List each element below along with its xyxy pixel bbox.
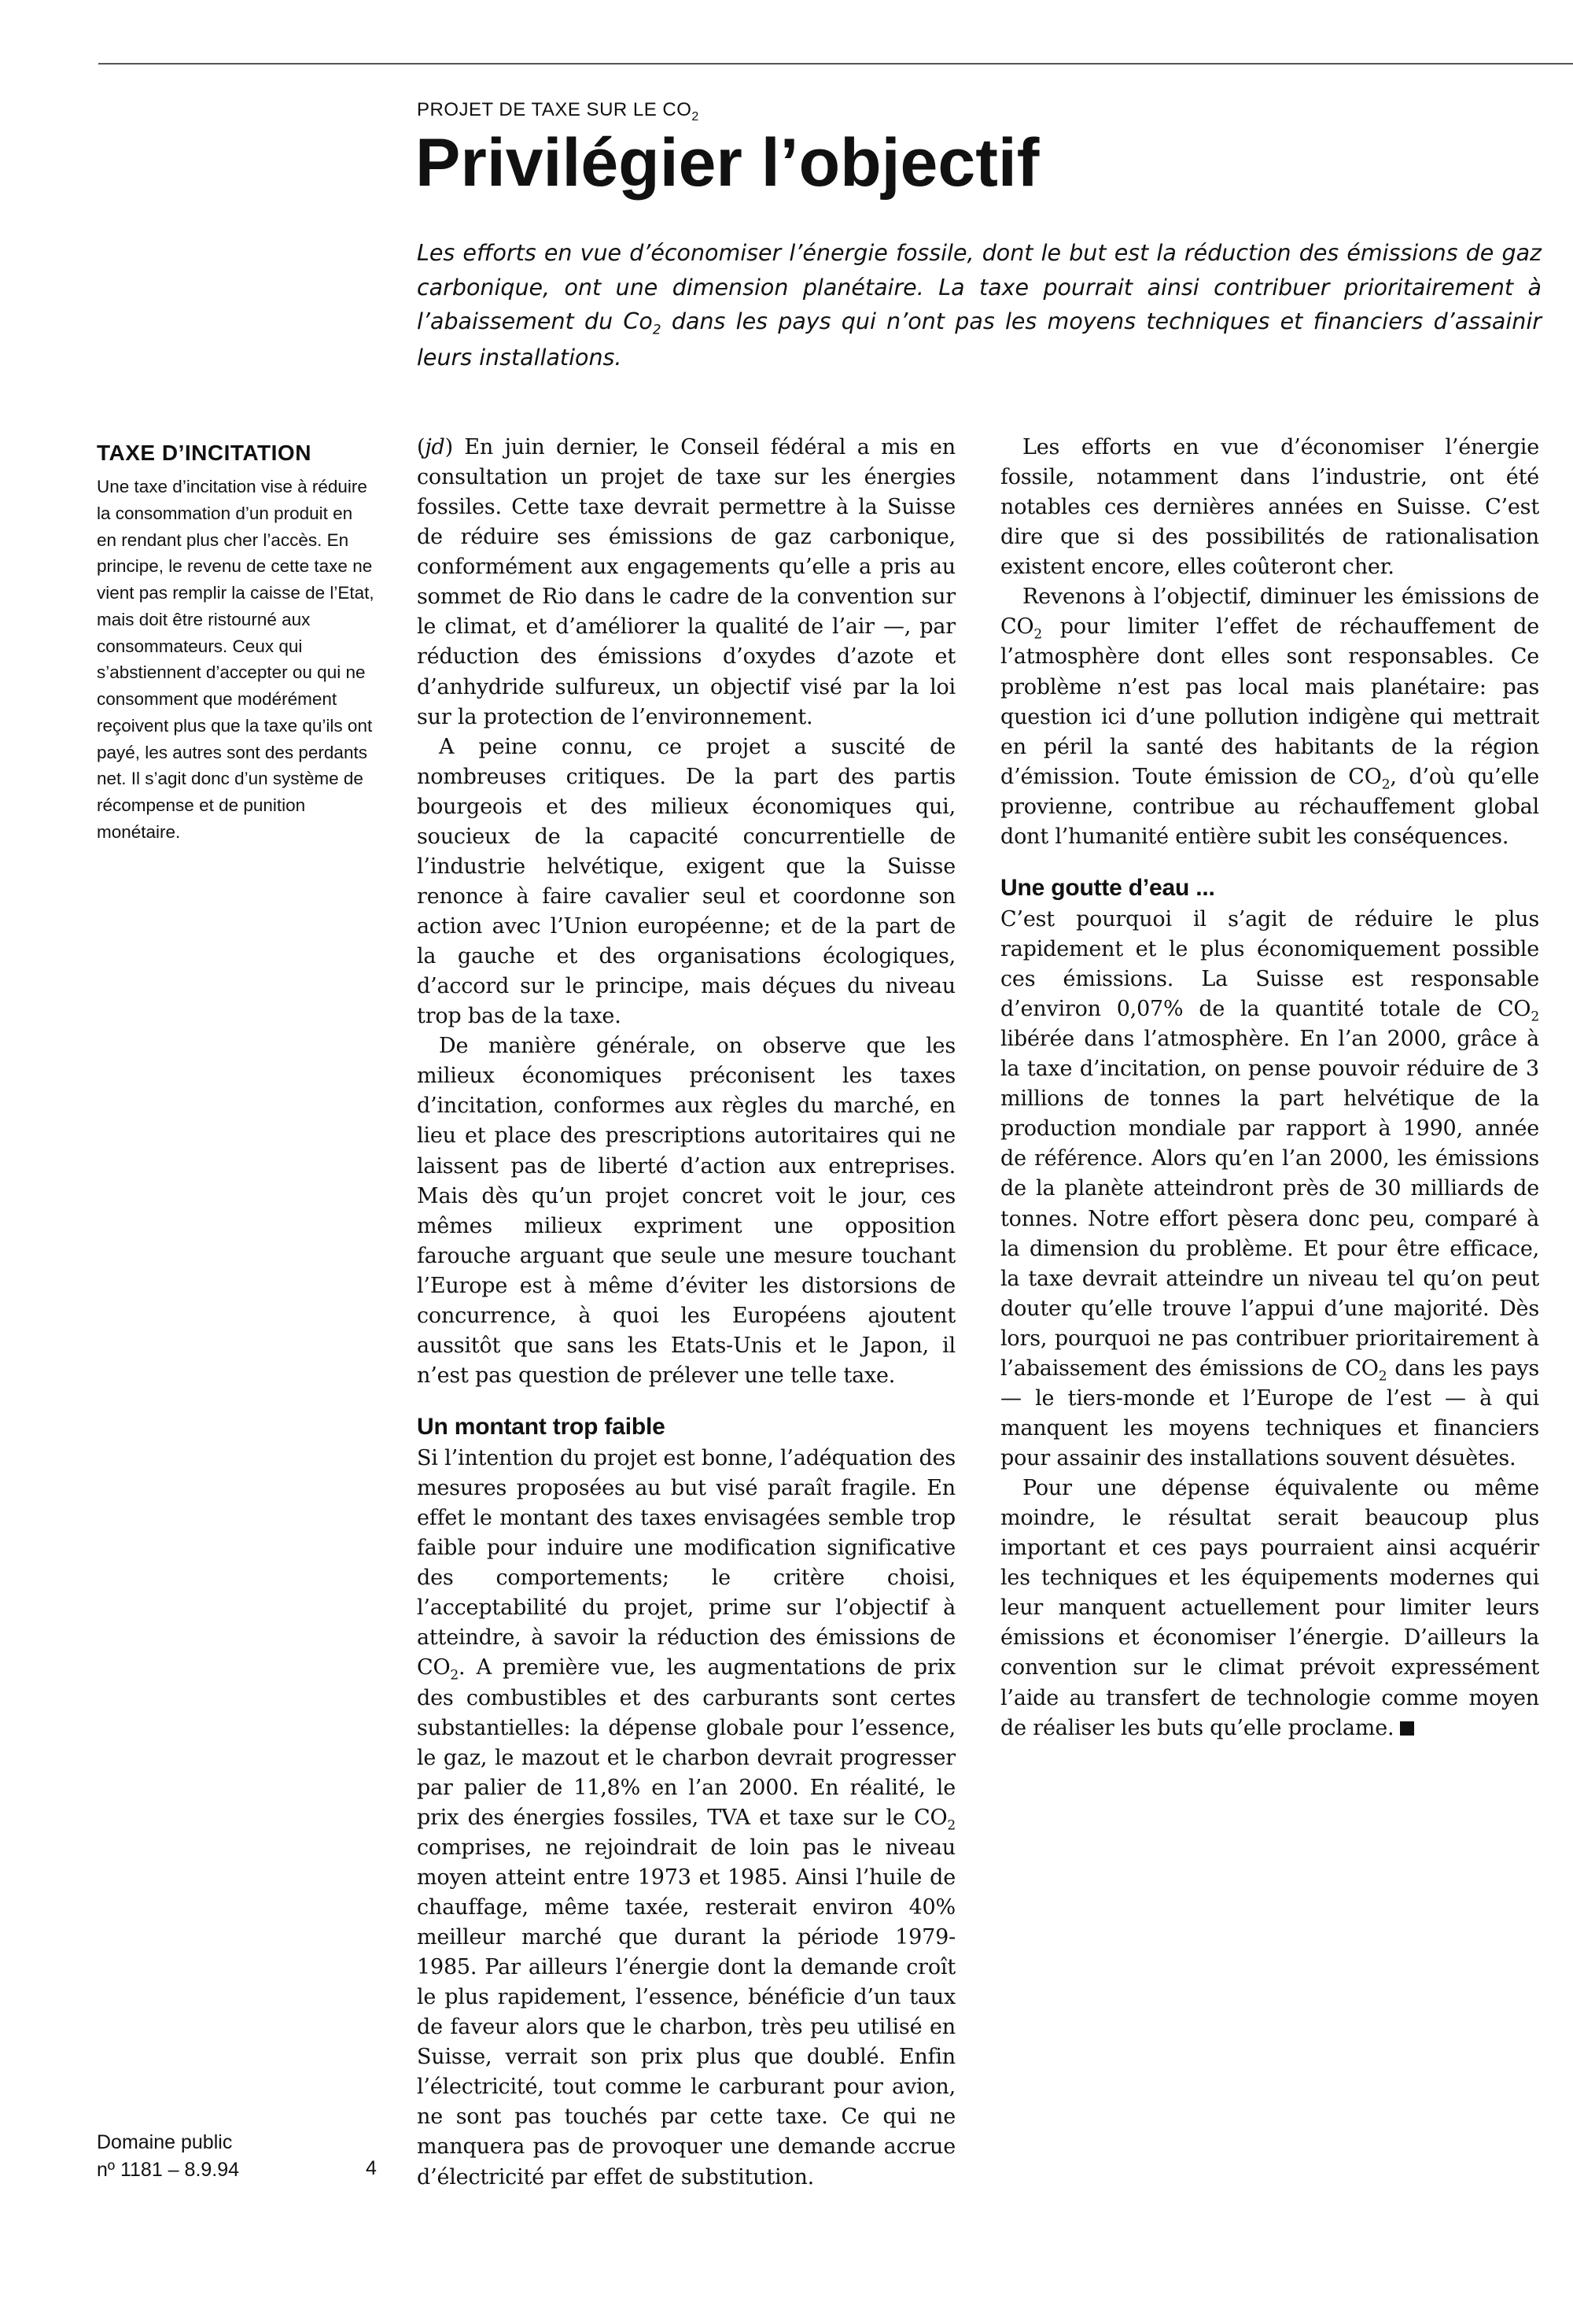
article-paragraph: Si l’intention du projet est bonne, l’adéquation des mesures proposées au but visé paraît fragile. En effet le montant des taxes envisagées semble trop faible pour induire une modification significative des comportements; le critère choisi, l’acceptabilité du projet, prime sur l’objectif à atteindre, à savoir la réduction des émissions de $CO_2$. A première vue, les augmentations de prix des combustibles et des carburants sont certes substantielles: la dépense globale pour l’essence, le gaz, le mazout et le charbon devrait progresser par palier de 11,8% en l’an 2000. En réalité, le prix des énergies fossiles, TVA et taxe sur le $CO_2$ comprises, ne rejoindrait de loin pas le niveau moyen atteint entre 1973 et 1985. Ainsi l’huile de chauffage, même taxée, resterait environ 40% meilleur marché que durant la période 1979-1985. Par ailleurs l’énergie dont la demande croît le plus rapidement, l’essence, bénéficie d’un taux de faveur alors que le charbon, très peu utilisé en Suisse, verrait son prix plus que doublé. Enfin l’électricité, tout comme le carburant pour avion, ne sont pas touchés par cette taxe. Ce qui ne manquera pas de provoquer une demande accrue d’électricité par effet de substitution. (417, 1446, 956, 2189)
article-title: Privilégier l’objectif (415, 125, 1040, 201)
end-of-article-mark (1400, 1721, 1414, 1736)
article-column-1 (417, 433, 956, 2193)
publication-info (97, 2129, 239, 2184)
sidebar-box (97, 441, 376, 846)
section-heading: Une goutte d’eau ... (1000, 874, 1215, 901)
article-paragraph: A peine connu, ce projet a suscité de nombreuses critiques. De la part des partis bourgeois et des milieux économiques qui, soucieux de la capacité concurrentielle de l’industrie helvétique, exigent que la Suisse renonce à faire cavalier seul et coordonne son action avec l’Union européenne; et de la part de la gauche et des organisations écologiques, d’accord sur le principe, mais déçues du niveau trop bas de la taxe. (417, 734, 956, 1029)
publication-issue: nº 1181 – 8.9.94 (97, 2159, 240, 2181)
article-paragraph: De manière générale, on observe que les milieux économiques préconisent les taxes d’incitation, conformes aux règles du marché, en lieu et place des prescriptions autoritaires qui ne laissent pas de liberté d’action aux entreprises. Mais dès qu’un projet concret voit le jour, ces mêmes milieux expriment une opposition farouche arguant que seule une mesure touchant l’Europe est à même d’éviter les distorsions de concurrence, à quoi les Européens ajoutent aussitôt que sans les Etats-Unis et le Japon, il n’est pas question de prélever une telle taxe. (417, 1034, 956, 1388)
article-column-2 (1000, 433, 1539, 1743)
article-paragraph: Revenons à l’objectif, diminuer les émissions de $CO_2$ pour limiter l’effet de réchauffement de l’atmosphère dont elles sont responsables. Ce problème n’est pas local mais planétaire: pas question ici d’une pollution indigène qui mettrait en péril la santé des habitants de la région d’émission. Toute émission de $CO_2$, d’où qu’elle provienne, contribue au réchauffement global dont l’humanité entière subit les conséquences. (1000, 585, 1539, 849)
page-number: 4 (366, 2157, 377, 2179)
sidebar-text: Une taxe d’incitation vise à réduire la consommation d’un produit en en rendant plus cher l’accès. En principe, le revenu de cette taxe ne vient pas remplir la caisse de l’Etat, mais doit être ristourné aux consommateurs. Ceux qui s’abstiennent d’accepter ou qui ne consomment que modérément reçoivent plus que la taxe qu’ils ont payé, les autres sont des perdants net. Il s’agit donc d’un système de récompense et de punition monétaire. (97, 477, 374, 842)
article-paragraph: (jd) En juin dernier, le Conseil fédéral a mis en consultation un projet de taxe sur les énergies fossiles. Cette taxe devrait permettre à la Suisse de réduire ses émissions de gaz carbonique, conformément aux engagements qu’elle a pris au sommet de Rio dans le cadre de la convention sur le climat, et d’améliorer la qualité de l’air —, par réduction des émissions d’oxydes d’azote et d’anhydride sulfureux, un objectif visé par la loi sur la protection de l’environnement. (417, 435, 956, 729)
publication-name: Domaine public (97, 2131, 233, 2153)
article-paragraph: Les efforts en vue d’économiser l’énergie fossile, notamment dans l’industrie, ont été notables ces dernières années en Suisse. C’est dire que si des possibilités de rationalisation existent encore, elles coûteront cher. (1000, 435, 1539, 580)
section-heading: Un montant trop faible (417, 1414, 665, 1440)
article-paragraph: C’est pourquoi il s’agit de réduire le plus rapidement et le plus économiquement possible ces émissions. La Suisse est responsable d’environ 0,07% de la quantité totale de $CO_2$ libérée dans l’atmosphère. En l’an 2000, grâce à la taxe d’incitation, on pense pouvoir réduire de 3 millions de tonnes la part helvétique de la production mondiale par rapport à 1990, année de référence. Alors qu’en l’an 2000, les émissions de la planète atteindront près de 30 milliards de tonnes. Notre effort pèsera donc peu, comparé à la dimension du problème. Et pour être efficace, la taxe devrait atteindre un niveau tel qu’on peut douter qu’elle trouve l’appui d’une majorité. Dès lors, pourquoi ne pas contribuer prioritairement à l’abaissement des émissions de $CO_2$ dans les pays — le tiers-monde et l’Europe de l’est — à qui manquent les moyens techniques et financiers pour assainir des installations souvent désuètes. (1000, 906, 1539, 1470)
article-kicker: PROJET DE TAXE SUR LE $CO_2$ (417, 99, 699, 124)
article-lead: Les efforts en vue d’économiser l’énergie fossile, dont le but est la réduction des émissions de gaz carbonique, ont une dimension planétaire. La taxe pourrait ainsi contribuer prioritairement à l’abaissement du $Co_2$ dans les pays qui n’ont pas les moyens techniques et financiers d’assainir leurs installations. (417, 240, 1542, 371)
sidebar-title: TAXE D’INCITATION (97, 441, 311, 465)
top-rule (98, 63, 1573, 65)
article-paragraph: Pour une dépense équivalente ou même moindre, le résultat serait beaucoup plus important et ces pays pourraient ainsi acquérir les techniques et les équipements modernes qui leur manquent actuellement pour limiter leurs émissions et économiser l’énergie. D’ailleurs la convention sur le climat prévoit expressément l’aide au transfert de technologie comme moyen de réaliser les buts qu’elle proclame. (1000, 1476, 1539, 1740)
